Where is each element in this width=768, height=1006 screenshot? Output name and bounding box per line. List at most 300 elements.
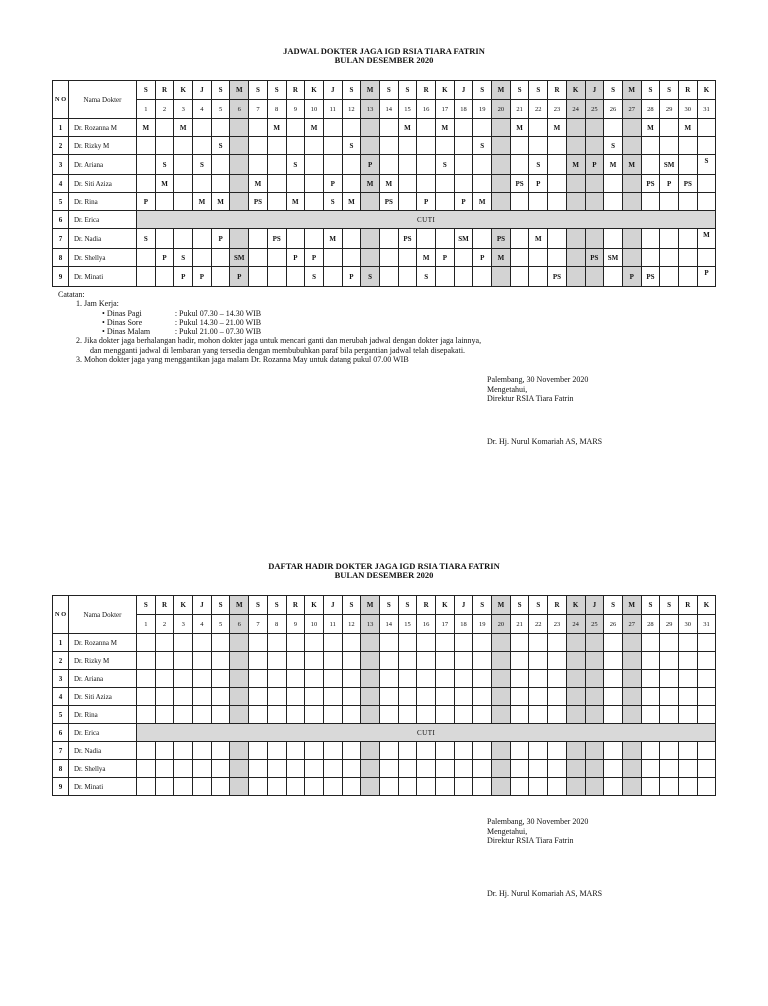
row-number: 8 bbox=[53, 249, 69, 267]
shift-cell bbox=[436, 760, 455, 778]
shift-cell bbox=[193, 119, 212, 137]
shift-cell bbox=[379, 634, 398, 652]
shift-cell bbox=[678, 229, 697, 249]
day-letter: S bbox=[510, 81, 529, 100]
row-number: 4 bbox=[53, 688, 69, 706]
shift-cell bbox=[566, 688, 585, 706]
day-letter: S bbox=[249, 596, 268, 615]
day-letter: M bbox=[361, 81, 380, 100]
shift-cell bbox=[641, 670, 660, 688]
shift-cell bbox=[155, 652, 174, 670]
shift-cell: M bbox=[622, 155, 641, 175]
shift-cell bbox=[585, 137, 604, 155]
day-number: 13 bbox=[361, 100, 380, 119]
shift-cell bbox=[230, 634, 249, 652]
shift-cell bbox=[267, 193, 286, 211]
shift-cell bbox=[604, 119, 623, 137]
shift-cell: M bbox=[678, 119, 697, 137]
shift-cell bbox=[249, 652, 268, 670]
shift-cell: P bbox=[305, 249, 324, 267]
shift-cell: P bbox=[155, 249, 174, 267]
day-number: 8 bbox=[267, 100, 286, 119]
shift-cell bbox=[473, 267, 492, 287]
shift-cell: M bbox=[697, 229, 716, 249]
shift-cell bbox=[697, 652, 716, 670]
shift-cell bbox=[211, 688, 230, 706]
day-number: 1 bbox=[137, 615, 156, 634]
doctor-name: Dr. Rozanna M bbox=[69, 119, 137, 137]
shift-cell bbox=[417, 778, 436, 796]
shift-cell bbox=[548, 193, 567, 211]
shift-cell bbox=[267, 670, 286, 688]
day-letter: K bbox=[436, 596, 455, 615]
shift-cell bbox=[398, 760, 417, 778]
sign-name-2: Dr. Hj. Nurul Komariah AS, MARS bbox=[487, 889, 603, 898]
shift-cell bbox=[267, 778, 286, 796]
day-number: 4 bbox=[193, 100, 212, 119]
shift-cell bbox=[678, 137, 697, 155]
shift-cell: M bbox=[305, 119, 324, 137]
shift-cell: P bbox=[529, 175, 548, 193]
doctor-name: Dr. Ariana bbox=[69, 670, 137, 688]
shift-cell bbox=[622, 634, 641, 652]
shift-cell bbox=[174, 706, 193, 724]
shift-cell bbox=[529, 742, 548, 760]
shift-cell bbox=[230, 688, 249, 706]
shift-cell bbox=[436, 742, 455, 760]
row-number: 2 bbox=[53, 652, 69, 670]
shift-cell bbox=[604, 175, 623, 193]
shift-cell bbox=[323, 249, 342, 267]
day-letter: R bbox=[417, 596, 436, 615]
shift-cell bbox=[323, 778, 342, 796]
shift-cell bbox=[678, 778, 697, 796]
shift-cell bbox=[361, 688, 380, 706]
col-header-name: Nama Dokter bbox=[69, 596, 137, 634]
shift-cell bbox=[473, 706, 492, 724]
shift-cell bbox=[249, 267, 268, 287]
day-letter: M bbox=[492, 596, 511, 615]
shift-cell bbox=[566, 742, 585, 760]
day-number: 5 bbox=[211, 615, 230, 634]
day-letter: S bbox=[529, 81, 548, 100]
shift-cell bbox=[660, 688, 679, 706]
shift-cell: P bbox=[211, 229, 230, 249]
day-letter: K bbox=[174, 596, 193, 615]
row-number: 7 bbox=[53, 742, 69, 760]
shift-cell bbox=[548, 652, 567, 670]
shift-cell bbox=[660, 742, 679, 760]
shift-cell bbox=[305, 706, 324, 724]
shift-cell bbox=[510, 137, 529, 155]
shift-cell bbox=[622, 249, 641, 267]
shift-cell bbox=[678, 742, 697, 760]
shift-cell bbox=[566, 760, 585, 778]
shift-cell bbox=[211, 175, 230, 193]
shift-cell bbox=[211, 155, 230, 175]
shift-cell bbox=[267, 760, 286, 778]
shift-cell bbox=[137, 249, 156, 267]
shift-cell bbox=[361, 193, 380, 211]
shift-cell bbox=[286, 670, 305, 688]
doctor-name: Dr. Shellya bbox=[69, 760, 137, 778]
day-letter: R bbox=[155, 81, 174, 100]
shift-cell bbox=[323, 670, 342, 688]
shift-cell bbox=[286, 688, 305, 706]
day-letter: S bbox=[379, 81, 398, 100]
row-number: 5 bbox=[53, 706, 69, 724]
attendance-table bbox=[52, 595, 716, 796]
shift-cell bbox=[678, 688, 697, 706]
shift-cell bbox=[585, 670, 604, 688]
shift-cell: P bbox=[697, 267, 716, 287]
shift-cell bbox=[660, 229, 679, 249]
shift-cell bbox=[566, 267, 585, 287]
shift-cell bbox=[678, 249, 697, 267]
doctor-row bbox=[53, 249, 716, 267]
shift-cell: SM bbox=[230, 249, 249, 267]
shift-cell bbox=[436, 706, 455, 724]
shift-cell bbox=[267, 652, 286, 670]
shift-cell bbox=[492, 652, 511, 670]
shift-cell: M bbox=[510, 119, 529, 137]
shift-cell: S bbox=[361, 267, 380, 287]
shift-cell bbox=[417, 760, 436, 778]
shift-cell bbox=[529, 249, 548, 267]
day-letter: S bbox=[660, 81, 679, 100]
row-number: 3 bbox=[53, 155, 69, 175]
shift-cell: M bbox=[211, 193, 230, 211]
shift-cell bbox=[585, 688, 604, 706]
day-letter: M bbox=[622, 596, 641, 615]
shift-cell bbox=[436, 670, 455, 688]
shift-cell bbox=[249, 249, 268, 267]
shift-cell bbox=[697, 742, 716, 760]
shift-cell bbox=[492, 670, 511, 688]
shift-cell bbox=[566, 229, 585, 249]
shift-cell: S bbox=[137, 229, 156, 249]
shift-cell: P bbox=[417, 193, 436, 211]
attendance-subtitle: BULAN DESEMBER 2020 bbox=[334, 570, 434, 580]
shift-cell bbox=[230, 652, 249, 670]
shift-cell bbox=[379, 742, 398, 760]
shift-cell bbox=[548, 760, 567, 778]
day-letter: J bbox=[193, 81, 212, 100]
shift-cell: M bbox=[361, 175, 380, 193]
shift-cell bbox=[155, 670, 174, 688]
shift-cell: M bbox=[473, 193, 492, 211]
shift-cell: S bbox=[323, 193, 342, 211]
day-number: 13 bbox=[361, 615, 380, 634]
notes-heading: Catatan: bbox=[58, 290, 85, 299]
day-number: 12 bbox=[342, 100, 361, 119]
day-number: 5 bbox=[211, 100, 230, 119]
shift-cell bbox=[697, 760, 716, 778]
day-letter: R bbox=[678, 81, 697, 100]
shift-cell bbox=[174, 778, 193, 796]
shift-cell bbox=[473, 760, 492, 778]
shift-cell bbox=[361, 778, 380, 796]
shift-cell bbox=[492, 193, 511, 211]
shift-cell bbox=[585, 634, 604, 652]
day-number: 22 bbox=[529, 100, 548, 119]
shift-cell: SM bbox=[660, 155, 679, 175]
shift-cell bbox=[641, 652, 660, 670]
shift-cell: M bbox=[267, 119, 286, 137]
shift-cell: PS bbox=[641, 267, 660, 287]
shift-cell bbox=[492, 175, 511, 193]
shift-cell bbox=[323, 760, 342, 778]
shift-cell bbox=[529, 267, 548, 287]
shift-cell bbox=[193, 670, 212, 688]
doctor-row bbox=[53, 688, 716, 706]
day-letter: S bbox=[473, 81, 492, 100]
shift-cell bbox=[323, 652, 342, 670]
shift-cell bbox=[230, 778, 249, 796]
shift-cell bbox=[211, 670, 230, 688]
note-item-2a: 2. Jika dokter jaga berhalangan hadir, mohon dokter jaga untuk mencari ganti dan merubah jadwal dengan dokter jaga lainnya, bbox=[76, 336, 482, 346]
shift-cell bbox=[510, 155, 529, 175]
shift-cell: S bbox=[604, 137, 623, 155]
shift-cell: SM bbox=[604, 249, 623, 267]
shift-cell bbox=[622, 175, 641, 193]
day-letter: J bbox=[454, 596, 473, 615]
shift-cell bbox=[379, 137, 398, 155]
shift-cell bbox=[454, 634, 473, 652]
shift-cell: P bbox=[286, 249, 305, 267]
day-number: 23 bbox=[548, 615, 567, 634]
day-letter: K bbox=[566, 81, 585, 100]
shift-cell bbox=[323, 119, 342, 137]
day-letter: M bbox=[622, 81, 641, 100]
shift-cell: PS bbox=[510, 175, 529, 193]
shift-cell bbox=[305, 137, 324, 155]
shift-cell bbox=[622, 670, 641, 688]
shift-cell bbox=[604, 778, 623, 796]
shift-cell bbox=[342, 760, 361, 778]
shift-cell bbox=[267, 634, 286, 652]
shift-cell bbox=[678, 155, 697, 175]
day-number: 2 bbox=[155, 615, 174, 634]
shift-cell bbox=[286, 706, 305, 724]
shift-cell bbox=[155, 634, 174, 652]
shift-cell bbox=[193, 778, 212, 796]
shift-cell bbox=[622, 688, 641, 706]
shift-cell bbox=[174, 670, 193, 688]
shift-cell bbox=[193, 229, 212, 249]
shift-cell bbox=[137, 155, 156, 175]
shift-cell bbox=[510, 688, 529, 706]
shift-cell bbox=[585, 742, 604, 760]
shift-cell: M bbox=[174, 119, 193, 137]
shift-cell bbox=[267, 249, 286, 267]
shift-cell bbox=[398, 742, 417, 760]
day-number: 9 bbox=[286, 615, 305, 634]
day-letter: R bbox=[417, 81, 436, 100]
shift-cell bbox=[641, 193, 660, 211]
shift-cell bbox=[604, 267, 623, 287]
shift-cell: PS bbox=[641, 175, 660, 193]
shift-cell bbox=[286, 778, 305, 796]
shift-cell: SM bbox=[454, 229, 473, 249]
shift-cell bbox=[454, 688, 473, 706]
shift-cell bbox=[267, 706, 286, 724]
shift-cell bbox=[193, 137, 212, 155]
shift-cell bbox=[454, 267, 473, 287]
day-number: 16 bbox=[417, 615, 436, 634]
day-letter: R bbox=[678, 596, 697, 615]
shift-cell bbox=[529, 778, 548, 796]
shift-cell bbox=[604, 706, 623, 724]
schedule-table bbox=[52, 80, 716, 287]
shift-cell bbox=[492, 760, 511, 778]
shift-cell bbox=[604, 742, 623, 760]
shift-cell bbox=[436, 778, 455, 796]
shift-cell bbox=[585, 778, 604, 796]
shift-cell bbox=[249, 742, 268, 760]
doctor-row bbox=[53, 193, 716, 211]
day-number: 30 bbox=[678, 615, 697, 634]
shift-cell: M bbox=[342, 193, 361, 211]
shift-cell bbox=[678, 634, 697, 652]
doctor-row bbox=[53, 778, 716, 796]
shift-cell bbox=[697, 688, 716, 706]
shift-cell: S bbox=[155, 155, 174, 175]
day-number: 18 bbox=[454, 615, 473, 634]
shift-cell bbox=[417, 155, 436, 175]
schedule-title: JADWAL DOKTER JAGA IGD RSIA TIARA FATRIN bbox=[283, 46, 485, 56]
shift-cell bbox=[548, 634, 567, 652]
shift-cell: M bbox=[641, 119, 660, 137]
shift-cell bbox=[510, 229, 529, 249]
doctor-name: Dr. Nadia bbox=[69, 742, 137, 760]
shift-cell bbox=[697, 193, 716, 211]
day-letter: K bbox=[305, 81, 324, 100]
shift-cell bbox=[211, 778, 230, 796]
doctor-name: Dr. Shellya bbox=[69, 249, 137, 267]
day-letter: M bbox=[230, 596, 249, 615]
shift-cell bbox=[436, 137, 455, 155]
shift-cell bbox=[230, 229, 249, 249]
shift-cell bbox=[585, 229, 604, 249]
cuti-label: CUTI bbox=[137, 211, 716, 229]
shift-cell bbox=[417, 634, 436, 652]
doctor-name: Dr. Rizky M bbox=[69, 652, 137, 670]
shift-cell bbox=[305, 652, 324, 670]
shift-cell bbox=[342, 706, 361, 724]
shift-cell bbox=[174, 634, 193, 652]
day-number: 10 bbox=[305, 615, 324, 634]
shift-cell bbox=[323, 137, 342, 155]
shift-cell bbox=[155, 760, 174, 778]
shift-cell bbox=[155, 229, 174, 249]
shift-cell bbox=[230, 119, 249, 137]
shift-cell bbox=[342, 175, 361, 193]
shift-cell bbox=[267, 137, 286, 155]
shift-cell bbox=[566, 706, 585, 724]
shift-cell: P bbox=[585, 155, 604, 175]
shift-cell bbox=[492, 634, 511, 652]
day-number: 21 bbox=[510, 615, 529, 634]
shift-cell bbox=[211, 760, 230, 778]
shift-cell bbox=[641, 688, 660, 706]
shift-cell bbox=[230, 137, 249, 155]
shift-cell bbox=[342, 249, 361, 267]
shift-cell bbox=[697, 249, 716, 267]
shift-cell: PS bbox=[379, 193, 398, 211]
shift-cell bbox=[398, 670, 417, 688]
shift-cell bbox=[379, 267, 398, 287]
shift-cell bbox=[436, 652, 455, 670]
day-number: 29 bbox=[660, 615, 679, 634]
shift-cell bbox=[230, 670, 249, 688]
day-number: 25 bbox=[585, 615, 604, 634]
doctor-name: Dr. Rina bbox=[69, 193, 137, 211]
shift-cell: M bbox=[548, 119, 567, 137]
day-number: 7 bbox=[249, 100, 268, 119]
shift-cell bbox=[454, 175, 473, 193]
shift-cell bbox=[548, 249, 567, 267]
shift-cell bbox=[566, 634, 585, 652]
shift-cell bbox=[510, 267, 529, 287]
shift-cell bbox=[249, 119, 268, 137]
shift-cell bbox=[174, 742, 193, 760]
shift-cell bbox=[436, 193, 455, 211]
day-number: 15 bbox=[398, 100, 417, 119]
sign-name-1: Dr. Hj. Nurul Komariah AS, MARS bbox=[487, 437, 603, 446]
shift-cell bbox=[193, 175, 212, 193]
shift-cell bbox=[585, 193, 604, 211]
row-number: 8 bbox=[53, 760, 69, 778]
shift-cell bbox=[361, 229, 380, 249]
shift-cell bbox=[174, 229, 193, 249]
col-header-no: N O bbox=[53, 596, 69, 634]
shift-cell bbox=[305, 193, 324, 211]
shift-cell bbox=[454, 742, 473, 760]
shift-cell: P bbox=[436, 249, 455, 267]
shift-cell bbox=[510, 193, 529, 211]
shift-cell: M bbox=[604, 155, 623, 175]
shift-time: : Pukul 14.30 – 21.00 WIB bbox=[174, 317, 262, 327]
shift-cell bbox=[174, 688, 193, 706]
sign-role: Direktur RSIA Tiara Fatrin bbox=[487, 394, 574, 404]
day-letter: M bbox=[230, 81, 249, 100]
shift-cell: S bbox=[193, 155, 212, 175]
shift-cell bbox=[548, 670, 567, 688]
doctor-row bbox=[53, 706, 716, 724]
shift-label: Dinas Sore bbox=[106, 317, 143, 327]
day-number: 10 bbox=[305, 100, 324, 119]
row-number: 9 bbox=[53, 267, 69, 287]
shift-cell bbox=[361, 634, 380, 652]
shift-cell bbox=[492, 688, 511, 706]
day-letter: K bbox=[174, 81, 193, 100]
shift-cell bbox=[323, 742, 342, 760]
shift-cell: PS bbox=[678, 175, 697, 193]
shift-cell bbox=[342, 229, 361, 249]
shift-cell bbox=[566, 670, 585, 688]
doctor-name: Dr. Rina bbox=[69, 706, 137, 724]
shift-cell bbox=[379, 778, 398, 796]
shift-cell bbox=[492, 778, 511, 796]
notes-section bbox=[58, 290, 481, 364]
shift-cell bbox=[678, 706, 697, 724]
shift-cell bbox=[641, 706, 660, 724]
shift-cell bbox=[697, 706, 716, 724]
cuti-label: CUTI bbox=[137, 724, 716, 742]
shift-cell bbox=[361, 742, 380, 760]
doctor-row bbox=[53, 137, 716, 155]
